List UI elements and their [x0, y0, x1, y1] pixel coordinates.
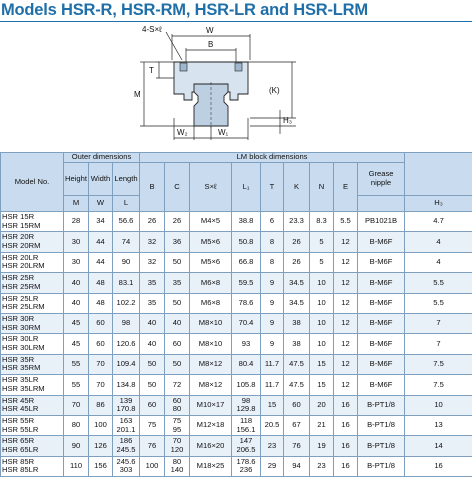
cell-l: 83.1	[113, 273, 140, 293]
model-name: HSR 85LR	[2, 465, 39, 475]
dimensions-table	[0, 152, 472, 477]
cell-e: 12	[334, 232, 358, 252]
cell-b: 32	[140, 252, 165, 272]
cell-n: 20	[310, 395, 334, 415]
cell-b: 75	[140, 415, 165, 435]
page-title: Models HSR-R, HSR-RM, HSR-LR and HSR-LRM	[1, 1, 368, 19]
header-l1: L₁	[232, 163, 261, 212]
cell-model	[1, 375, 64, 395]
cell-m: 80	[64, 415, 89, 435]
cell-m: 55	[64, 354, 89, 374]
cell-l1: 105.8	[232, 375, 261, 395]
cell-s: M18×25	[190, 456, 232, 476]
cell-h3: 4	[405, 232, 472, 252]
table-row	[1, 436, 472, 456]
label-k: (K)	[269, 86, 280, 95]
cell-model	[1, 395, 64, 415]
cell-model	[1, 252, 64, 272]
cell-nipple: B-M6F	[358, 354, 405, 374]
cell-c: 60	[165, 334, 190, 354]
cell-w: 100	[89, 415, 113, 435]
cell-l1: 50.8	[232, 232, 261, 252]
cell-s: M8×10	[190, 313, 232, 333]
cell-l1: 59.5	[232, 273, 261, 293]
cell-nipple: B-M6F	[358, 232, 405, 252]
model-name: HSR 30LRM	[2, 343, 45, 353]
cell-h3: 10	[405, 395, 472, 415]
cell-b: 60	[140, 395, 165, 415]
cell-e: 12	[334, 334, 358, 354]
cell-k: 26	[284, 232, 310, 252]
cell-value: 80	[172, 404, 182, 414]
cell-t: 9	[261, 334, 284, 354]
cell-e: 12	[334, 252, 358, 272]
header-lm-block-dimensions: LM block dimensions	[140, 153, 405, 163]
cell-model	[1, 232, 64, 252]
cell-s: M8×12	[190, 354, 232, 374]
cell-k: 34.5	[284, 273, 310, 293]
cell-n: 21	[310, 415, 334, 435]
cell-t: 11.7	[261, 354, 284, 374]
cell-s: M10×17	[190, 395, 232, 415]
cell-m: 90	[64, 436, 89, 456]
cell-k: 94	[284, 456, 310, 476]
cell-l1	[232, 436, 261, 456]
cell-l: 98	[113, 313, 140, 333]
cross-section-drawing	[120, 22, 310, 148]
cell-value: 303	[119, 465, 133, 475]
cell-value: 206.5	[236, 444, 256, 454]
cell-n: 10	[310, 293, 334, 313]
model-name: HSR 15RM	[2, 220, 41, 230]
cell-l: 134.8	[113, 375, 140, 395]
header-nipple-blank	[358, 196, 405, 212]
cell-w: 60	[89, 313, 113, 333]
header-height: Height	[64, 163, 89, 196]
cell-n: 5	[310, 232, 334, 252]
cell-m: 40	[64, 273, 89, 293]
header-l: L	[113, 196, 140, 212]
cell-b: 76	[140, 436, 165, 456]
cell-e: 12	[334, 375, 358, 395]
model-name: HSR 35RM	[2, 363, 41, 373]
header-m: M	[64, 196, 89, 212]
header-t: T	[261, 163, 284, 212]
model-name: HSR 30R	[2, 314, 35, 324]
cell-b: 50	[140, 354, 165, 374]
cell-h3: 4.7	[405, 212, 472, 232]
cell-e: 12	[334, 313, 358, 333]
cell-value: 95	[172, 424, 182, 434]
cell-w: 126	[89, 436, 113, 456]
cell-k: 47.5	[284, 354, 310, 374]
cell-t: 23	[261, 436, 284, 456]
cell-s: M6×8	[190, 293, 232, 313]
cell-value: 70	[172, 436, 182, 446]
cell-h3: 7.5	[405, 354, 472, 374]
header-n: N	[310, 163, 334, 212]
cell-nipple: B-M6F	[358, 313, 405, 333]
model-name: HSR 25LR	[2, 293, 39, 303]
cell-value: 140	[170, 465, 184, 475]
cell-n: 19	[310, 436, 334, 456]
cell-nipple: B-M6F	[358, 334, 405, 354]
cell-l1: 93	[232, 334, 261, 354]
cell-s: M5×6	[190, 252, 232, 272]
header-length: Length	[113, 163, 140, 196]
cell-h3: 4	[405, 252, 472, 272]
cell-e: 16	[334, 436, 358, 456]
cell-w: 44	[89, 232, 113, 252]
cell-l	[113, 456, 140, 476]
cell-c: 50	[165, 293, 190, 313]
cell-h3: 5.5	[405, 293, 472, 313]
cell-value: 245.5	[116, 444, 136, 454]
table-row	[1, 395, 472, 415]
cell-n: 15	[310, 354, 334, 374]
model-name: HSR 30LR	[2, 334, 39, 344]
model-name: HSR 45R	[2, 395, 35, 405]
cell-l1	[232, 395, 261, 415]
cell-b: 50	[140, 375, 165, 395]
table-row	[1, 375, 472, 395]
cell-c: 50	[165, 252, 190, 272]
cell-model	[1, 456, 64, 476]
cell-l	[113, 436, 140, 456]
model-name: HSR 55LR	[2, 424, 39, 434]
cell-m: 45	[64, 334, 89, 354]
cell-model	[1, 334, 64, 354]
cell-t: 8	[261, 232, 284, 252]
cell-s: M5×6	[190, 232, 232, 252]
cell-n: 23	[310, 456, 334, 476]
cell-value: 245.6	[116, 456, 136, 466]
model-name: HSR 20RM	[2, 241, 41, 251]
cell-t: 20.5	[261, 415, 284, 435]
cell-nipple: B-PT1/8	[358, 415, 405, 435]
cell-k: 38	[284, 334, 310, 354]
cell-b: 100	[140, 456, 165, 476]
cell-n: 5	[310, 252, 334, 272]
cell-l1: 78.6	[232, 293, 261, 313]
label-w: W	[206, 26, 214, 35]
cell-c: 35	[165, 273, 190, 293]
cell-value: 178.6	[236, 456, 256, 466]
table-row	[1, 415, 472, 435]
cell-model	[1, 293, 64, 313]
cell-e: 16	[334, 456, 358, 476]
label-h3: H₃	[283, 116, 293, 125]
model-name: HSR 35LR	[2, 375, 39, 385]
header-width: Width	[89, 163, 113, 196]
header-e: E	[334, 163, 358, 212]
cell-value: 129.8	[236, 404, 256, 414]
model-name: HSR 85R	[2, 456, 35, 466]
model-name: HSR 15R	[2, 212, 35, 222]
header-b: B	[140, 163, 165, 212]
cell-e: 12	[334, 273, 358, 293]
header-grease-nipple: Grease nipple	[358, 163, 405, 196]
cell-m: 110	[64, 456, 89, 476]
cell-value: 236	[239, 465, 253, 475]
cell-value: 163	[119, 416, 133, 425]
cell-t: 9	[261, 273, 284, 293]
cell-n: 15	[310, 375, 334, 395]
cell-b: 40	[140, 313, 165, 333]
cell-model	[1, 212, 64, 232]
model-name: HSR 65LR	[2, 444, 39, 454]
cell-nipple: B-M6F	[358, 252, 405, 272]
model-name: HSR 20R	[2, 232, 35, 242]
cell-m: 30	[64, 252, 89, 272]
cell-l: 90	[113, 252, 140, 272]
cell-w: 48	[89, 273, 113, 293]
label-w2: W₂	[177, 128, 188, 137]
cell-nipple: B-M6F	[358, 375, 405, 395]
cell-value: 170.8	[116, 404, 136, 414]
cell-k: 67	[284, 415, 310, 435]
header-model-no: Model No.	[1, 153, 64, 212]
cell-m: 55	[64, 375, 89, 395]
cell-b: 26	[140, 212, 165, 232]
cell-s: M8×10	[190, 334, 232, 354]
cell-model	[1, 273, 64, 293]
cell-s: M8×12	[190, 375, 232, 395]
model-name: HSR 45LR	[2, 404, 39, 414]
model-name: HSR 25R	[2, 273, 35, 283]
cell-t: 8	[261, 252, 284, 272]
cell-w: 60	[89, 334, 113, 354]
cell-s: M4×5	[190, 212, 232, 232]
cell-nipple: B-PT1/8	[358, 456, 405, 476]
cell-m: 40	[64, 293, 89, 313]
cell-t: 15	[261, 395, 284, 415]
cell-h3: 7.5	[405, 375, 472, 395]
cell-model	[1, 313, 64, 333]
header-outer-dimensions: Outer dimensions	[64, 153, 140, 163]
cell-k: 26	[284, 252, 310, 272]
cell-s: M6×8	[190, 273, 232, 293]
table-row	[1, 313, 472, 333]
cell-value: 120	[170, 444, 184, 454]
cell-model	[1, 415, 64, 435]
cell-k: 76	[284, 436, 310, 456]
cell-value: 201.1	[116, 424, 136, 434]
cell-k: 47.5	[284, 375, 310, 395]
cell-t: 9	[261, 293, 284, 313]
label-w1: W₁	[218, 128, 229, 137]
cell-nipple: B-PT1/8	[358, 436, 405, 456]
cell-value: 98	[241, 395, 251, 405]
cell-l	[113, 415, 140, 435]
cell-value: 75	[172, 416, 182, 425]
cell-h3: 5.5	[405, 273, 472, 293]
cell-l: 102.2	[113, 293, 140, 313]
cell-l1: 80.4	[232, 354, 261, 374]
cell-s: M12×18	[190, 415, 232, 435]
header-sxl: S×ℓ	[190, 163, 232, 212]
cell-m: 28	[64, 212, 89, 232]
table-row	[1, 354, 472, 374]
cell-nipple: PB1021B	[358, 212, 405, 232]
cell-c: 40	[165, 313, 190, 333]
cell-l: 109.4	[113, 354, 140, 374]
table-row	[1, 334, 472, 354]
cell-n: 10	[310, 313, 334, 333]
table-row	[1, 293, 472, 313]
cell-l1: 38.8	[232, 212, 261, 232]
label-t: T	[149, 66, 154, 75]
cell-m: 45	[64, 313, 89, 333]
cell-h3: 13	[405, 415, 472, 435]
cell-value: 147	[239, 436, 253, 446]
table-row	[1, 456, 472, 476]
cell-w: 156	[89, 456, 113, 476]
table-row	[1, 232, 472, 252]
cell-l	[113, 395, 140, 415]
cell-model	[1, 436, 64, 456]
cell-k: 60	[284, 395, 310, 415]
cell-m: 30	[64, 232, 89, 252]
cell-k: 34.5	[284, 293, 310, 313]
header-blank	[405, 153, 472, 196]
cell-t: 9	[261, 313, 284, 333]
cell-c	[165, 395, 190, 415]
cell-c	[165, 415, 190, 435]
cell-c: 26	[165, 212, 190, 232]
cell-value: 118	[239, 416, 253, 425]
model-name: HSR 30RM	[2, 322, 41, 332]
cell-h3: 16	[405, 456, 472, 476]
model-name: HSR 65R	[2, 436, 35, 446]
cell-l: 56.6	[113, 212, 140, 232]
cell-c	[165, 456, 190, 476]
cell-model	[1, 354, 64, 374]
cell-l1	[232, 415, 261, 435]
label-m: M	[134, 90, 141, 99]
label-b: B	[208, 40, 214, 49]
cell-w: 86	[89, 395, 113, 415]
cell-n: 10	[310, 334, 334, 354]
header-c: C	[165, 163, 190, 212]
cell-e: 12	[334, 293, 358, 313]
cell-w: 48	[89, 293, 113, 313]
cell-e: 5.5	[334, 212, 358, 232]
cell-n: 8.3	[310, 212, 334, 232]
cell-b: 35	[140, 273, 165, 293]
cell-value: 186	[119, 436, 133, 446]
table-row	[1, 273, 472, 293]
cell-l1	[232, 456, 261, 476]
cell-h3: 14	[405, 436, 472, 456]
cell-e: 12	[334, 354, 358, 374]
cell-m: 70	[64, 395, 89, 415]
cell-k: 23.3	[284, 212, 310, 232]
cell-k: 38	[284, 313, 310, 333]
cell-c: 50	[165, 354, 190, 374]
cell-value: 60	[172, 395, 182, 405]
header-k: K	[284, 163, 310, 212]
cell-h3: 7	[405, 313, 472, 333]
table-row	[1, 252, 472, 272]
cell-e: 16	[334, 395, 358, 415]
label-bolts: 4-S×ℓ	[142, 25, 162, 34]
cell-h3: 7	[405, 334, 472, 354]
cell-l: 74	[113, 232, 140, 252]
cell-n: 10	[310, 273, 334, 293]
model-name: HSR 35LRM	[2, 383, 45, 393]
cell-t: 29	[261, 456, 284, 476]
model-name: HSR 25RM	[2, 281, 41, 291]
cell-c: 36	[165, 232, 190, 252]
header-w: W	[89, 196, 113, 212]
cell-nipple: B-M6F	[358, 293, 405, 313]
table-row	[1, 212, 472, 232]
cell-t: 11.7	[261, 375, 284, 395]
cell-w: 70	[89, 375, 113, 395]
cell-c	[165, 436, 190, 456]
model-name: HSR 55R	[2, 416, 35, 425]
cell-w: 44	[89, 252, 113, 272]
model-name: HSR 20LR	[2, 252, 39, 262]
cell-w: 34	[89, 212, 113, 232]
cell-b: 32	[140, 232, 165, 252]
cell-b: 35	[140, 293, 165, 313]
cell-l1: 70.4	[232, 313, 261, 333]
cell-value: 139	[119, 395, 133, 405]
cell-b: 40	[140, 334, 165, 354]
table-body	[1, 212, 472, 477]
cell-c: 72	[165, 375, 190, 395]
cell-l1: 66.8	[232, 252, 261, 272]
cell-t: 6	[261, 212, 284, 232]
cell-e: 16	[334, 415, 358, 435]
cell-l: 120.6	[113, 334, 140, 354]
model-name: HSR 35R	[2, 354, 35, 364]
header-h3: H₃	[405, 196, 472, 212]
cell-nipple: B-PT1/8	[358, 395, 405, 415]
cell-value: 80	[172, 456, 182, 466]
cell-s: M16×20	[190, 436, 232, 456]
model-name: HSR 25LRM	[2, 302, 45, 312]
cell-nipple: B-M6F	[358, 273, 405, 293]
model-name: HSR 20LRM	[2, 261, 45, 271]
cell-value: 156.1	[236, 424, 256, 434]
cell-w: 70	[89, 354, 113, 374]
